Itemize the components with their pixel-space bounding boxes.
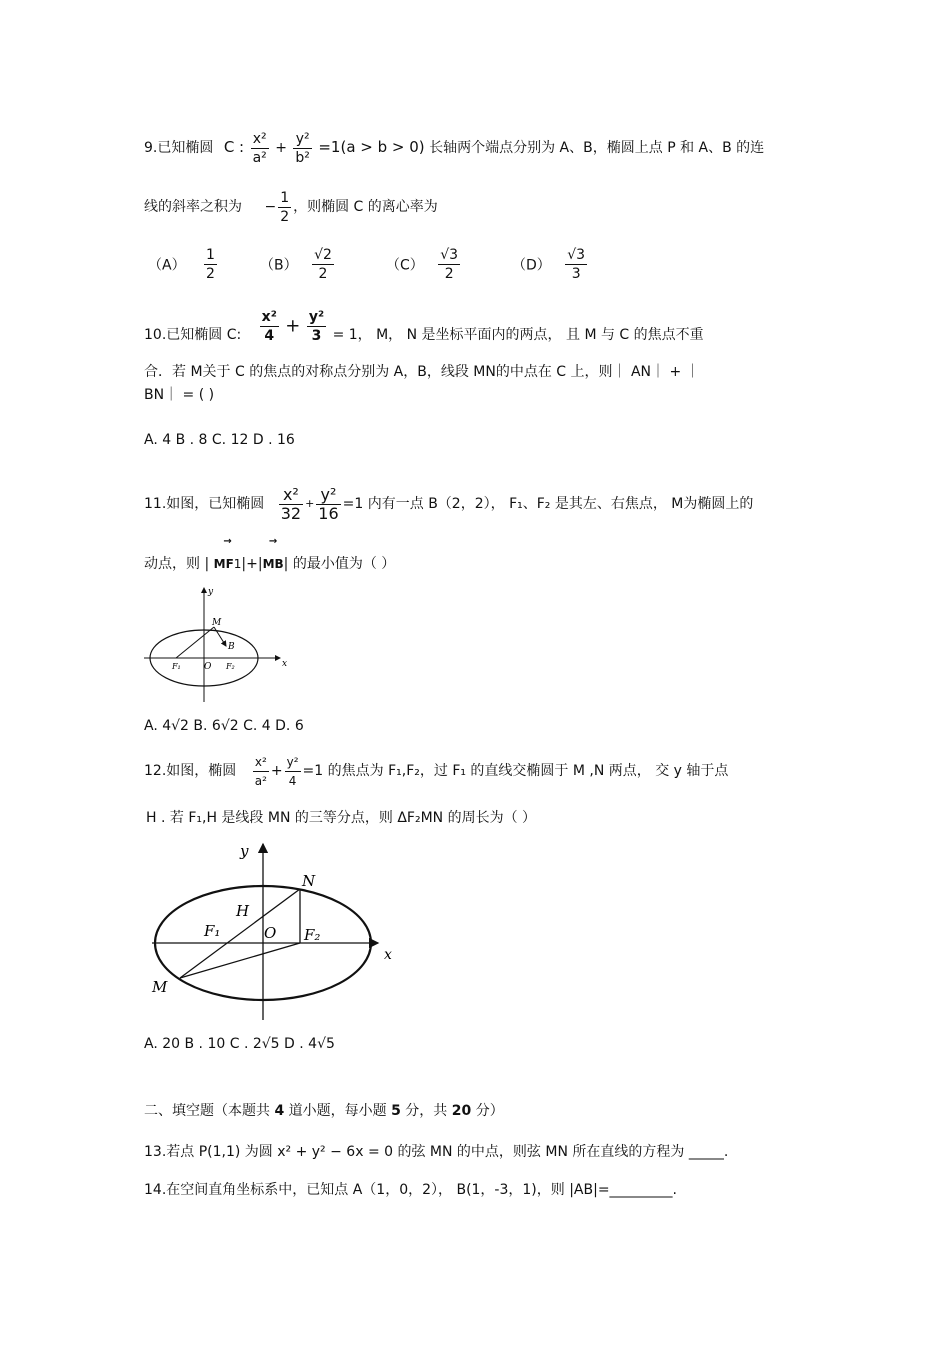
q12-label-x: x: [384, 947, 392, 963]
q12-frac-y: $\frac{\text{y²}}{4}$: [286, 754, 299, 788]
q10-answers: A. 4 B . 8 C. 12 D . 16: [144, 432, 295, 448]
q11-label-b: B: [228, 642, 235, 652]
q11-line1: 11.如图，已知椭圆 $\frac{\text{x²}}{32}$ + $\frac{\text{y²}}{16}$ =1 内有一点 B（2，2）， F₁、F₂ 是其左、右焦点， M为椭圆上的: [144, 484, 754, 523]
q9-frac-y: $\frac{\text{y²}}{\text{b²}}$: [295, 130, 310, 166]
q12-label-f1: F₁: [204, 922, 221, 940]
q11-frac-y: $\frac{\text{y²}}{16}$: [318, 484, 339, 523]
q11-line2: 动点，则 | → MF1|+| → MB| 的最小值为（ ）: [144, 540, 395, 580]
q11-label-o: O: [204, 662, 212, 672]
q12-label-y: y: [240, 842, 249, 860]
q9-option-a: （A） $\frac{1}{2}$: [148, 247, 215, 282]
q9-frac-x: $\frac{\text{x²}}{\text{a²}}$: [252, 130, 267, 166]
q14-text: 14.在空间直角坐标系中，已知点 A（1，0，2）， B(1，-3，1)，则 |AB|=_________.: [144, 1182, 678, 1198]
q11-frac-x: $\frac{\text{x²}}{32}$: [280, 484, 302, 523]
q9-c-label: C :: [223, 138, 245, 156]
q12-frac-x: $\frac{\text{x²}}{\text{a²}}$: [254, 754, 267, 788]
q12-line2: H . 若 F₁,H 是线段 MN 的三等分点，则 ΔF₂MN 的周长为（ ）: [146, 810, 537, 826]
q10-line1: 10.已知椭圆 C: $\frac{\text{x²}}{4}$ + $\frac{\text{y²}}{3}$ = 1， M， N 是坐标平面内的两点， 且 M 与 C 的焦点不重: [144, 309, 704, 344]
q10-frac-x: $\frac{\text{x²}}{4}$: [261, 309, 277, 344]
section2-heading: 二、填空题（本题共 4 道小题，每小题 5 分，共 20 分）: [144, 1103, 504, 1119]
q9-text1: 长轴两个端点分别为 A、B，椭圆上点 P 和 A、B 的连: [429, 140, 765, 156]
q12-segment-mf2: [180, 943, 300, 978]
q12-ellipse-figure: [148, 838, 408, 1028]
q12-label-f2: F₂: [304, 926, 321, 944]
q11-ellipse-figure: [142, 584, 292, 704]
q9-condition: =1(a > b > 0): [318, 138, 425, 156]
q12-label-n: N: [302, 872, 316, 890]
q11-answers: A. 4√2 B. 6√2 C. 4 D. 6: [144, 718, 304, 734]
q10-frac-y: $\frac{\text{y²}}{3}$: [308, 309, 325, 344]
q9-line1: 9.已知椭圆 C : $\frac{\text{x²}}{\text{a²}}$ + $\frac{\text{y²}}{\text{b²}}$ =1(a > b > 0) 长轴两个端点分别为 A、B，椭圆上点 P 和 A、B 的连: [144, 130, 765, 166]
q11-label-f2: F₂: [226, 662, 235, 671]
q12-line1: 12.如图，椭圆 $\frac{\text{x²}}{\text{a²}}$ + $\frac{\text{y²}}{4}$ =1 的焦点为 F₁,F₂，过 F₁ 的直线交椭圆于 M ,N 两点， 交 y 轴于点: [144, 754, 729, 788]
q9-line2: 线的斜率之积为 − $\frac{1}{2}$ ，则椭圆 C 的离心率为: [144, 189, 438, 225]
q11-segment-mb: [214, 627, 226, 646]
q9-option-d: （D） $\frac{√3}{3}$: [512, 247, 586, 282]
q9-option-c: （C） $\frac{√3}{2}$: [386, 247, 459, 282]
q11-vector-mf1: → MF1: [213, 536, 242, 571]
q11-label-x: x: [282, 659, 288, 669]
q10-line2: 合．若 M关于 C 的焦点的对称点分别为 A，B，线段 MN的中点在 C 上，则｜ AN｜ + ｜: [144, 364, 700, 380]
q13-text: 13.若点 P(1,1) 为圆 x² + y² − 6x = 0 的弦 MN 的中点，则弦 MN 所在直线的方程为 _____.: [144, 1144, 729, 1160]
q10-line3: BN｜ = ( ): [144, 387, 215, 403]
q9-frac-half: $\frac{1}{2}$: [280, 189, 290, 225]
q9-option-b: （B） $\frac{√2}{2}$: [260, 247, 332, 282]
q11-segment-mf1: [176, 627, 214, 658]
q12-answers: A. 20 B . 10 C . 2√5 D . 4√5: [144, 1036, 335, 1052]
q12-label-m: M: [152, 978, 168, 996]
q12-label-h: H: [236, 902, 250, 920]
q11-label-m: M: [212, 618, 222, 628]
q11-label-f1: F₁: [172, 662, 181, 671]
q11-label-y: y: [208, 587, 214, 597]
q12-label-o: O: [264, 924, 277, 942]
q11-vector-mb: → MB: [262, 536, 284, 571]
q9-prefix: 9.已知椭圆: [144, 140, 214, 156]
